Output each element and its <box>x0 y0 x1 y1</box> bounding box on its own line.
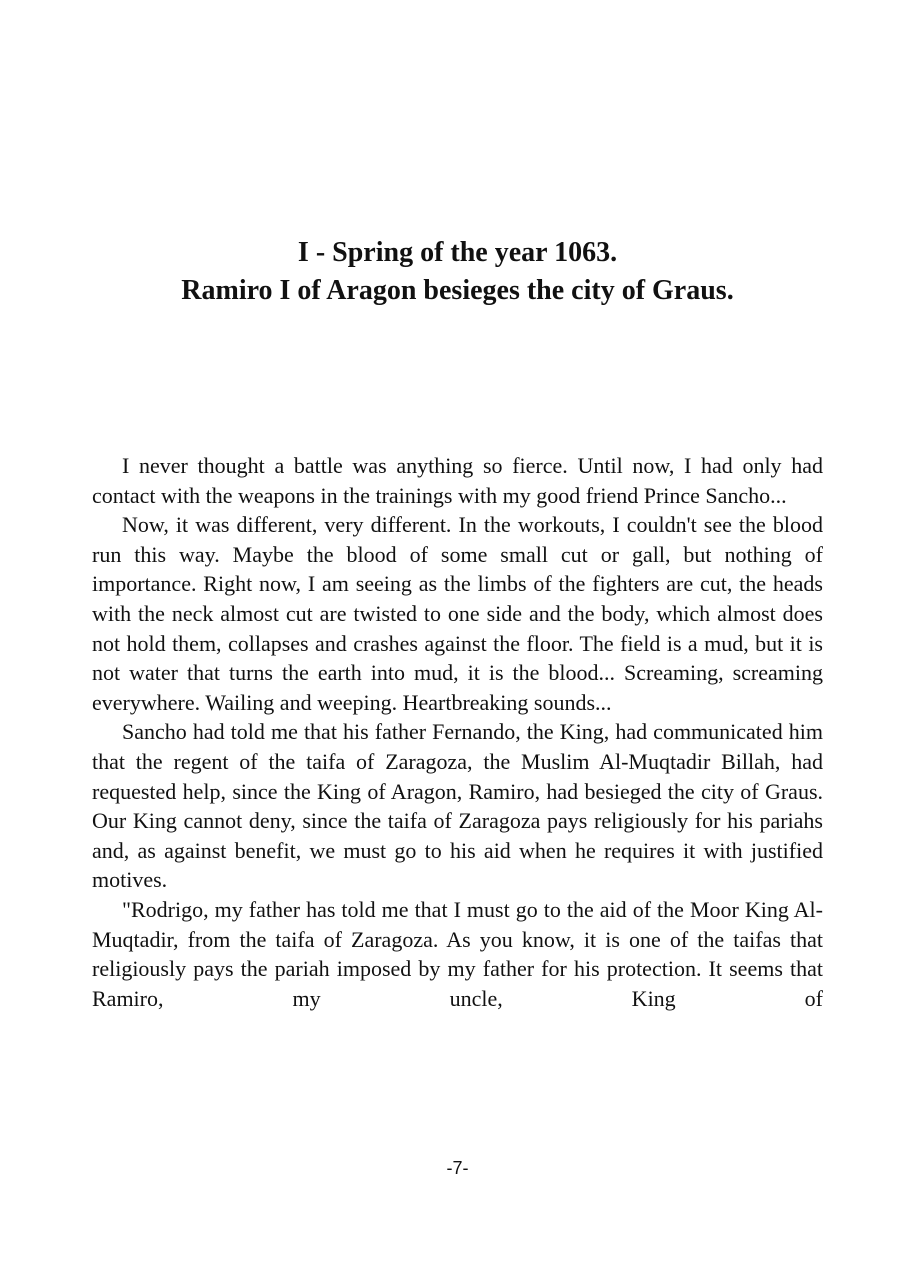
chapter-body <box>92 451 823 1013</box>
chapter-title-line-1: I - Spring of the year 1063. <box>297 237 618 268</box>
paragraph: Now, it was different, very different. In the workouts, I couldn't see the blood run this way. Maybe the blood of some small cut or gall, but nothing of importance. Right now, I am seeing as the limbs of the fighters are cut, the heads with the neck almost cut are twisted to one side and the body, which almost does not hold them, collapses and crashes against the floor. The field is a mud, but it is not water that turns the earth into mud, it is the blood... Screaming, screaming everywhere. Wailing and weeping. Heartbreaking sounds... <box>92 512 823 715</box>
chapter-title-line-2: Ramiro I of Aragon besieges the city of Graus. <box>181 275 734 306</box>
page-number: -7- <box>446 1158 469 1178</box>
paragraph: I never thought a battle was anything so fierce. Until now, I had only had contact with the weapons in the trainings with my good friend Prince Sancho... <box>92 453 823 508</box>
paragraph: Sancho had told me that his father Fernando, the King, had communicated him that the regent of the taifa of Zaragoza, the Muslim Al-Muqtadir Billah, had requested help, since the King of Aragon, Ramiro, had besieged the city of Graus. Our King cannot deny, since the taifa of Zaragoza pays religiously for his pariahs and, as against benefit, we must go to his aid when he requires it with justified motives. <box>92 719 823 893</box>
paragraph: "Rodrigo, my father has told me that I must go to the aid of the Moor King Al-Muqtadir, from the taifa of Zaragoza. As you know, it is one of the taifas that religiously pays the pariah imposed by my father for his protection. It seems that Ramiro, my uncle, King of <box>92 896 823 1011</box>
chapter-title <box>60 234 855 310</box>
